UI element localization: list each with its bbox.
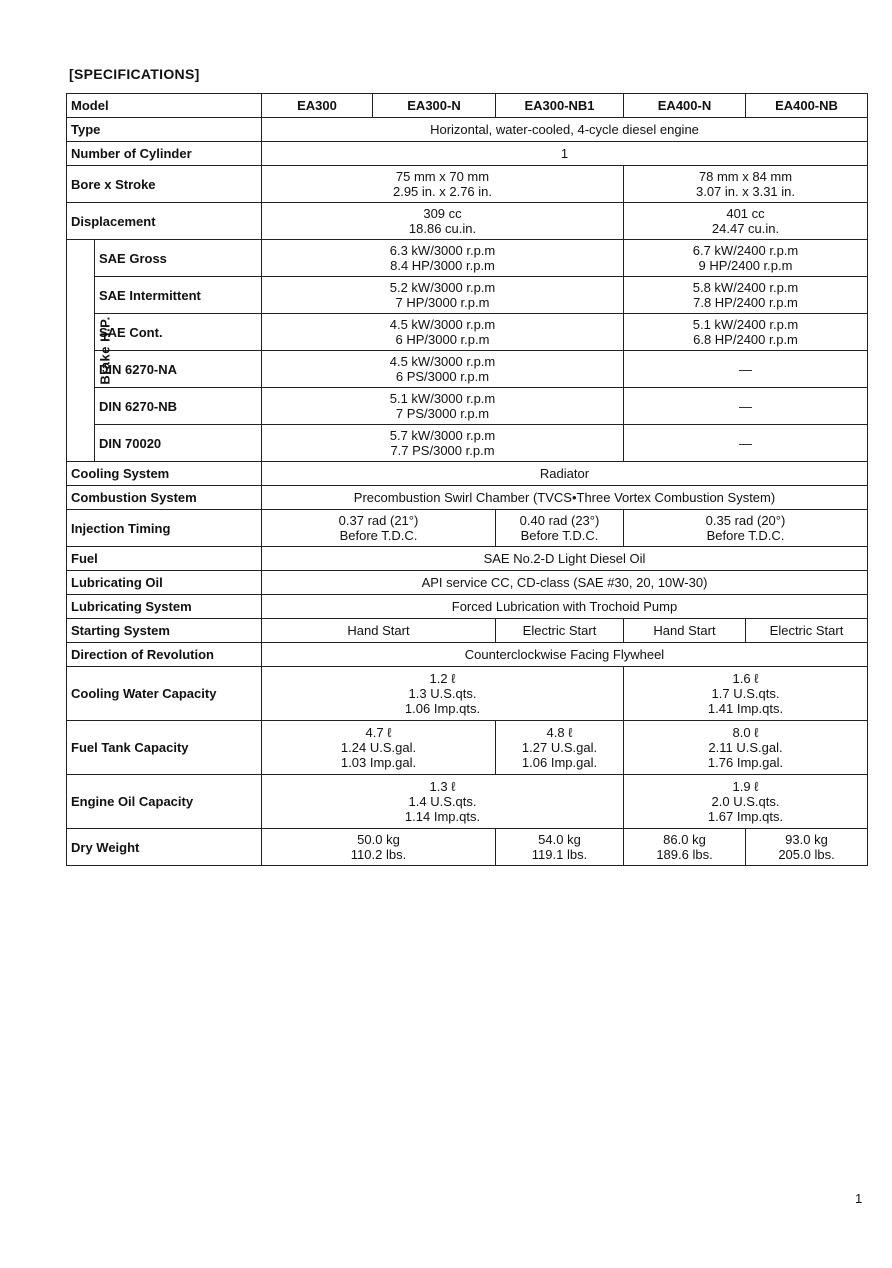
row-label: SAE Intermittent — [95, 277, 262, 314]
brake-row — [67, 240, 868, 277]
row-value: 5.1 kW/3000 r.p.m 7 PS/3000 r.p.m — [262, 388, 624, 425]
row-value: 4.7 ℓ 1.24 U.S.gal. 1.03 Imp.gal. — [262, 721, 496, 775]
row-value: 6.3 kW/3000 r.p.m 8.4 HP/3000 r.p.m — [262, 240, 624, 277]
row-value: API service CC, CD-class (SAE #30, 20, 10W-30) — [262, 571, 868, 595]
model-header: EA400-NB — [746, 94, 868, 118]
brake-row — [67, 351, 868, 388]
page-title: [SPECIFICATIONS] — [69, 66, 200, 82]
row-label: Lubricating System — [67, 595, 262, 619]
cylinder-row — [67, 142, 868, 166]
row-label: Dry Weight — [67, 829, 262, 866]
direction-row — [67, 643, 868, 667]
row-value: 4.5 kW/3000 r.p.m 6 HP/3000 r.p.m — [262, 314, 624, 351]
row-label: DIN 6270-NA — [95, 351, 262, 388]
row-value: — — [624, 351, 868, 388]
row-value: 5.1 kW/2400 r.p.m 6.8 HP/2400 r.p.m — [624, 314, 868, 351]
row-label: Type — [67, 118, 262, 142]
bore-row — [67, 166, 868, 203]
type-row — [67, 118, 868, 142]
model-header: EA300 — [262, 94, 373, 118]
row-value: 4.5 kW/3000 r.p.m 6 PS/3000 r.p.m — [262, 351, 624, 388]
row-value: 5.2 kW/3000 r.p.m 7 HP/3000 r.p.m — [262, 277, 624, 314]
row-value: Horizontal, water-cooled, 4-cycle diesel engine — [262, 118, 868, 142]
model-header: EA400-N — [624, 94, 746, 118]
combustion-row — [67, 486, 868, 510]
page-number: 1 — [855, 1191, 863, 1206]
row-label: Bore x Stroke — [67, 166, 262, 203]
row-label: Engine Oil Capacity — [67, 775, 262, 829]
row-value: SAE No.2-D Light Diesel Oil — [262, 547, 868, 571]
row-label: Injection Timing — [67, 510, 262, 547]
row-value: 5.7 kW/3000 r.p.m 7.7 PS/3000 r.p.m — [262, 425, 624, 462]
row-value: 1.6 ℓ 1.7 U.S.qts. 1.41 Imp.qts. — [624, 667, 868, 721]
lubricating-system-row — [67, 595, 868, 619]
cooling-row — [67, 462, 868, 486]
row-value: 0.40 rad (23°) Before T.D.C. — [496, 510, 624, 547]
row-value: 54.0 kg 119.1 lbs. — [496, 829, 624, 866]
row-value: 75 mm x 70 mm 2.95 in. x 2.76 in. — [262, 166, 624, 203]
row-label: Lubricating Oil — [67, 571, 262, 595]
row-label: Cooling System — [67, 462, 262, 486]
row-value: 8.0 ℓ 2.11 U.S.gal. 1.76 Imp.gal. — [624, 721, 868, 775]
row-label: DIN 6270-NB — [95, 388, 262, 425]
row-label: SAE Gross — [95, 240, 262, 277]
row-label: Combustion System — [67, 486, 262, 510]
engine-oil-row — [67, 775, 868, 829]
specifications-table — [66, 93, 868, 866]
model-label: Model — [67, 94, 262, 118]
row-value: Hand Start — [624, 619, 746, 643]
brake-row — [67, 314, 868, 351]
injection-row — [67, 510, 868, 547]
row-value: 0.37 rad (21°) Before T.D.C. — [262, 510, 496, 547]
row-value: Electric Start — [496, 619, 624, 643]
row-value: 4.8 ℓ 1.27 U.S.gal. 1.06 Imp.gal. — [496, 721, 624, 775]
displacement-row — [67, 203, 868, 240]
row-value: 1.3 ℓ 1.4 U.S.qts. 1.14 Imp.qts. — [262, 775, 624, 829]
row-value: Forced Lubrication with Trochoid Pump — [262, 595, 868, 619]
row-value: 50.0 kg 110.2 lbs. — [262, 829, 496, 866]
row-label: Number of Cylinder — [67, 142, 262, 166]
row-label: Displacement — [67, 203, 262, 240]
row-value: Electric Start — [746, 619, 868, 643]
model-header: EA300-N — [373, 94, 496, 118]
row-value: 401 cc 24.47 cu.in. — [624, 203, 868, 240]
row-value: 1.9 ℓ 2.0 U.S.qts. 1.67 Imp.qts. — [624, 775, 868, 829]
cooling-water-row — [67, 667, 868, 721]
row-value: Radiator — [262, 462, 868, 486]
row-value: 0.35 rad (20°) Before T.D.C. — [624, 510, 868, 547]
row-label: Starting System — [67, 619, 262, 643]
lubricating-oil-row — [67, 571, 868, 595]
row-value: 93.0 kg 205.0 lbs. — [746, 829, 868, 866]
row-value: 86.0 kg 189.6 lbs. — [624, 829, 746, 866]
row-value: 309 cc 18.86 cu.in. — [262, 203, 624, 240]
row-value: 6.7 kW/2400 r.p.m 9 HP/2400 r.p.m — [624, 240, 868, 277]
model-row — [67, 94, 868, 118]
row-label: Direction of Revolution — [67, 643, 262, 667]
row-value: Hand Start — [262, 619, 496, 643]
row-value: — — [624, 425, 868, 462]
row-label: DIN 70020 — [95, 425, 262, 462]
row-value: — — [624, 388, 868, 425]
brake-hp-label: Brake H.P. — [67, 240, 95, 462]
row-value: 1 — [262, 142, 868, 166]
fuel-tank-row — [67, 721, 868, 775]
starting-row — [67, 619, 868, 643]
row-value: 5.8 kW/2400 r.p.m 7.8 HP/2400 r.p.m — [624, 277, 868, 314]
row-label: Fuel Tank Capacity — [67, 721, 262, 775]
row-value: 1.2 ℓ 1.3 U.S.qts. 1.06 Imp.qts. — [262, 667, 624, 721]
row-label: SAE Cont. — [95, 314, 262, 351]
model-header: EA300-NB1 — [496, 94, 624, 118]
row-value: 78 mm x 84 mm 3.07 in. x 3.31 in. — [624, 166, 868, 203]
row-label: Fuel — [67, 547, 262, 571]
fuel-row — [67, 547, 868, 571]
brake-row — [67, 425, 868, 462]
brake-row — [67, 388, 868, 425]
row-value: Precombustion Swirl Chamber (TVCS•Three Vortex Combustion System) — [262, 486, 868, 510]
brake-row — [67, 277, 868, 314]
row-label: Cooling Water Capacity — [67, 667, 262, 721]
row-value: Counterclockwise Facing Flywheel — [262, 643, 868, 667]
dry-weight-row — [67, 829, 868, 866]
